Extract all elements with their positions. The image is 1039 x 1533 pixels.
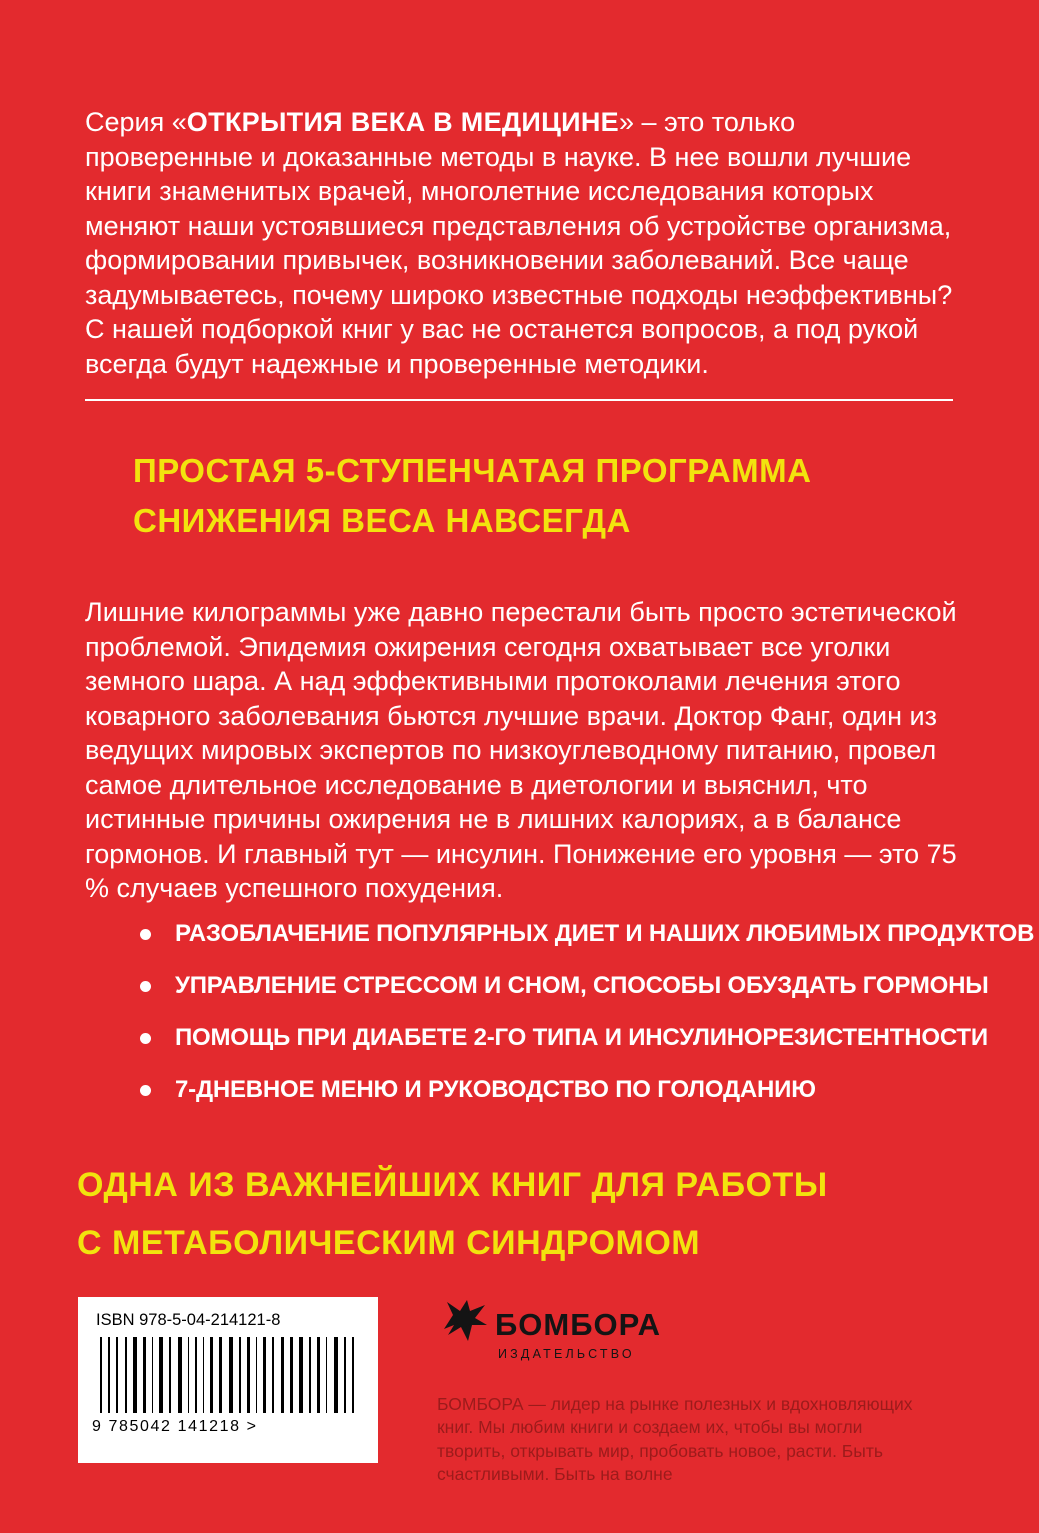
publisher-name: БОМБОРА [495,1307,661,1342]
bullet-item [140,1076,1034,1104]
isbn-text: ISBN 978-5-04-214121-8 [96,1311,281,1329]
bullet-item-label: 7-ДНЕВНОЕ МЕНЮ И РУКОВОДСТВО ПО ГОЛОДАНИЮ [175,1076,816,1103]
bullet-dot-icon [140,981,151,992]
program-heading-line1: ПРОСТАЯ 5-СТУПЕНЧАТАЯ ПРОГРАММА [133,452,812,489]
highlight-heading-line1: ОДНА ИЗ ВАЖНЕЙШИХ КНИГ ДЛЯ РАБОТЫ [77,1166,828,1204]
highlight-heading-line2: С МЕТАБОЛИЧЕСКИМ СИНДРОМОМ [77,1224,701,1262]
series-name: ОТКРЫТИЯ ВЕКА В МЕДИЦИНЕ [186,107,619,137]
bombora-logo-icon [440,1299,488,1343]
divider-line [85,399,953,401]
series-intro-prefix: Серия « [85,107,187,137]
isbn-box [78,1297,378,1463]
publisher-subtitle: ИЗДАТЕЛЬСТВО [498,1347,635,1361]
program-heading [133,446,963,546]
barcode-bars [100,1337,354,1413]
program-description: Лишние килограммы уже давно перестали быть просто эстетической проблемой. Эпидемия ожирения сегодня охватывает все уголки земного шара. А над эффективными протоколами лечения этого коварного заболевания бьются лучшие врачи. Доктор Фанг, один из ведущих мировых экспертов по низкоуглеводному питанию, провел самое длительное исследование в диетологии и выяснил, что истинные причины ожирения не в лишних калориях, а в балансе гормонов. И главный тут — инсулин. Понижение его уровня — это 75 % случаев успешного похудения. [85,597,957,903]
series-intro-rest: » – это только проверенные и доказанные методы в науке. В нее вошли лучшие книги знаменитых врачей, многолетние исследования которых меняют наши устоявшиеся представления об устройстве организма, формировании привычек, возникновении заболеваний. Все чаще задумываетесь, почему широко известные подходы неэффективны? С нашей подборкой книг у вас не останется вопросов, а под рукой всегда будут надежные и проверенные методики. [85,107,953,379]
bullet-item-label: ПОМОЩЬ ПРИ ДИАБЕТЕ 2-ГО ТИПА И ИНСУЛИНОРЕЗИСТЕНТНОСТИ [175,1024,988,1051]
bullet-item [140,972,1034,1000]
series-intro [85,105,961,381]
bullet-item-label: РАЗОБЛАЧЕНИЕ ПОПУЛЯРНЫХ ДИЕТ И НАШИХ ЛЮБИМЫХ ПРОДУКТОВ [175,920,1035,947]
publisher-description: БОМБОРА — лидер на рынке полезных и вдохновляющих книг. Мы любим книги и создаем их, чтобы вы могли творить, открывать мир, пробовать новое, расти. Быть счастливыми. Быть на волне [437,1393,913,1484]
bullet-item [140,920,1034,948]
bullet-item [140,1024,1034,1052]
bullet-list [140,920,1034,1128]
bullet-dot-icon [140,929,151,940]
bullet-dot-icon [140,1033,151,1044]
bullet-item-label: УПРАВЛЕНИЕ СТРЕССОМ И СНОМ, СПОСОБЫ ОБУЗДАТЬ ГОРМОНЫ [175,972,989,999]
highlight-heading [77,1156,977,1272]
bullet-dot-icon [140,1085,151,1096]
program-heading-line2: СНИЖЕНИЯ ВЕСА НАВСЕГДА [133,502,631,539]
barcode-digits: 9 785042 141218 > [92,1418,258,1435]
